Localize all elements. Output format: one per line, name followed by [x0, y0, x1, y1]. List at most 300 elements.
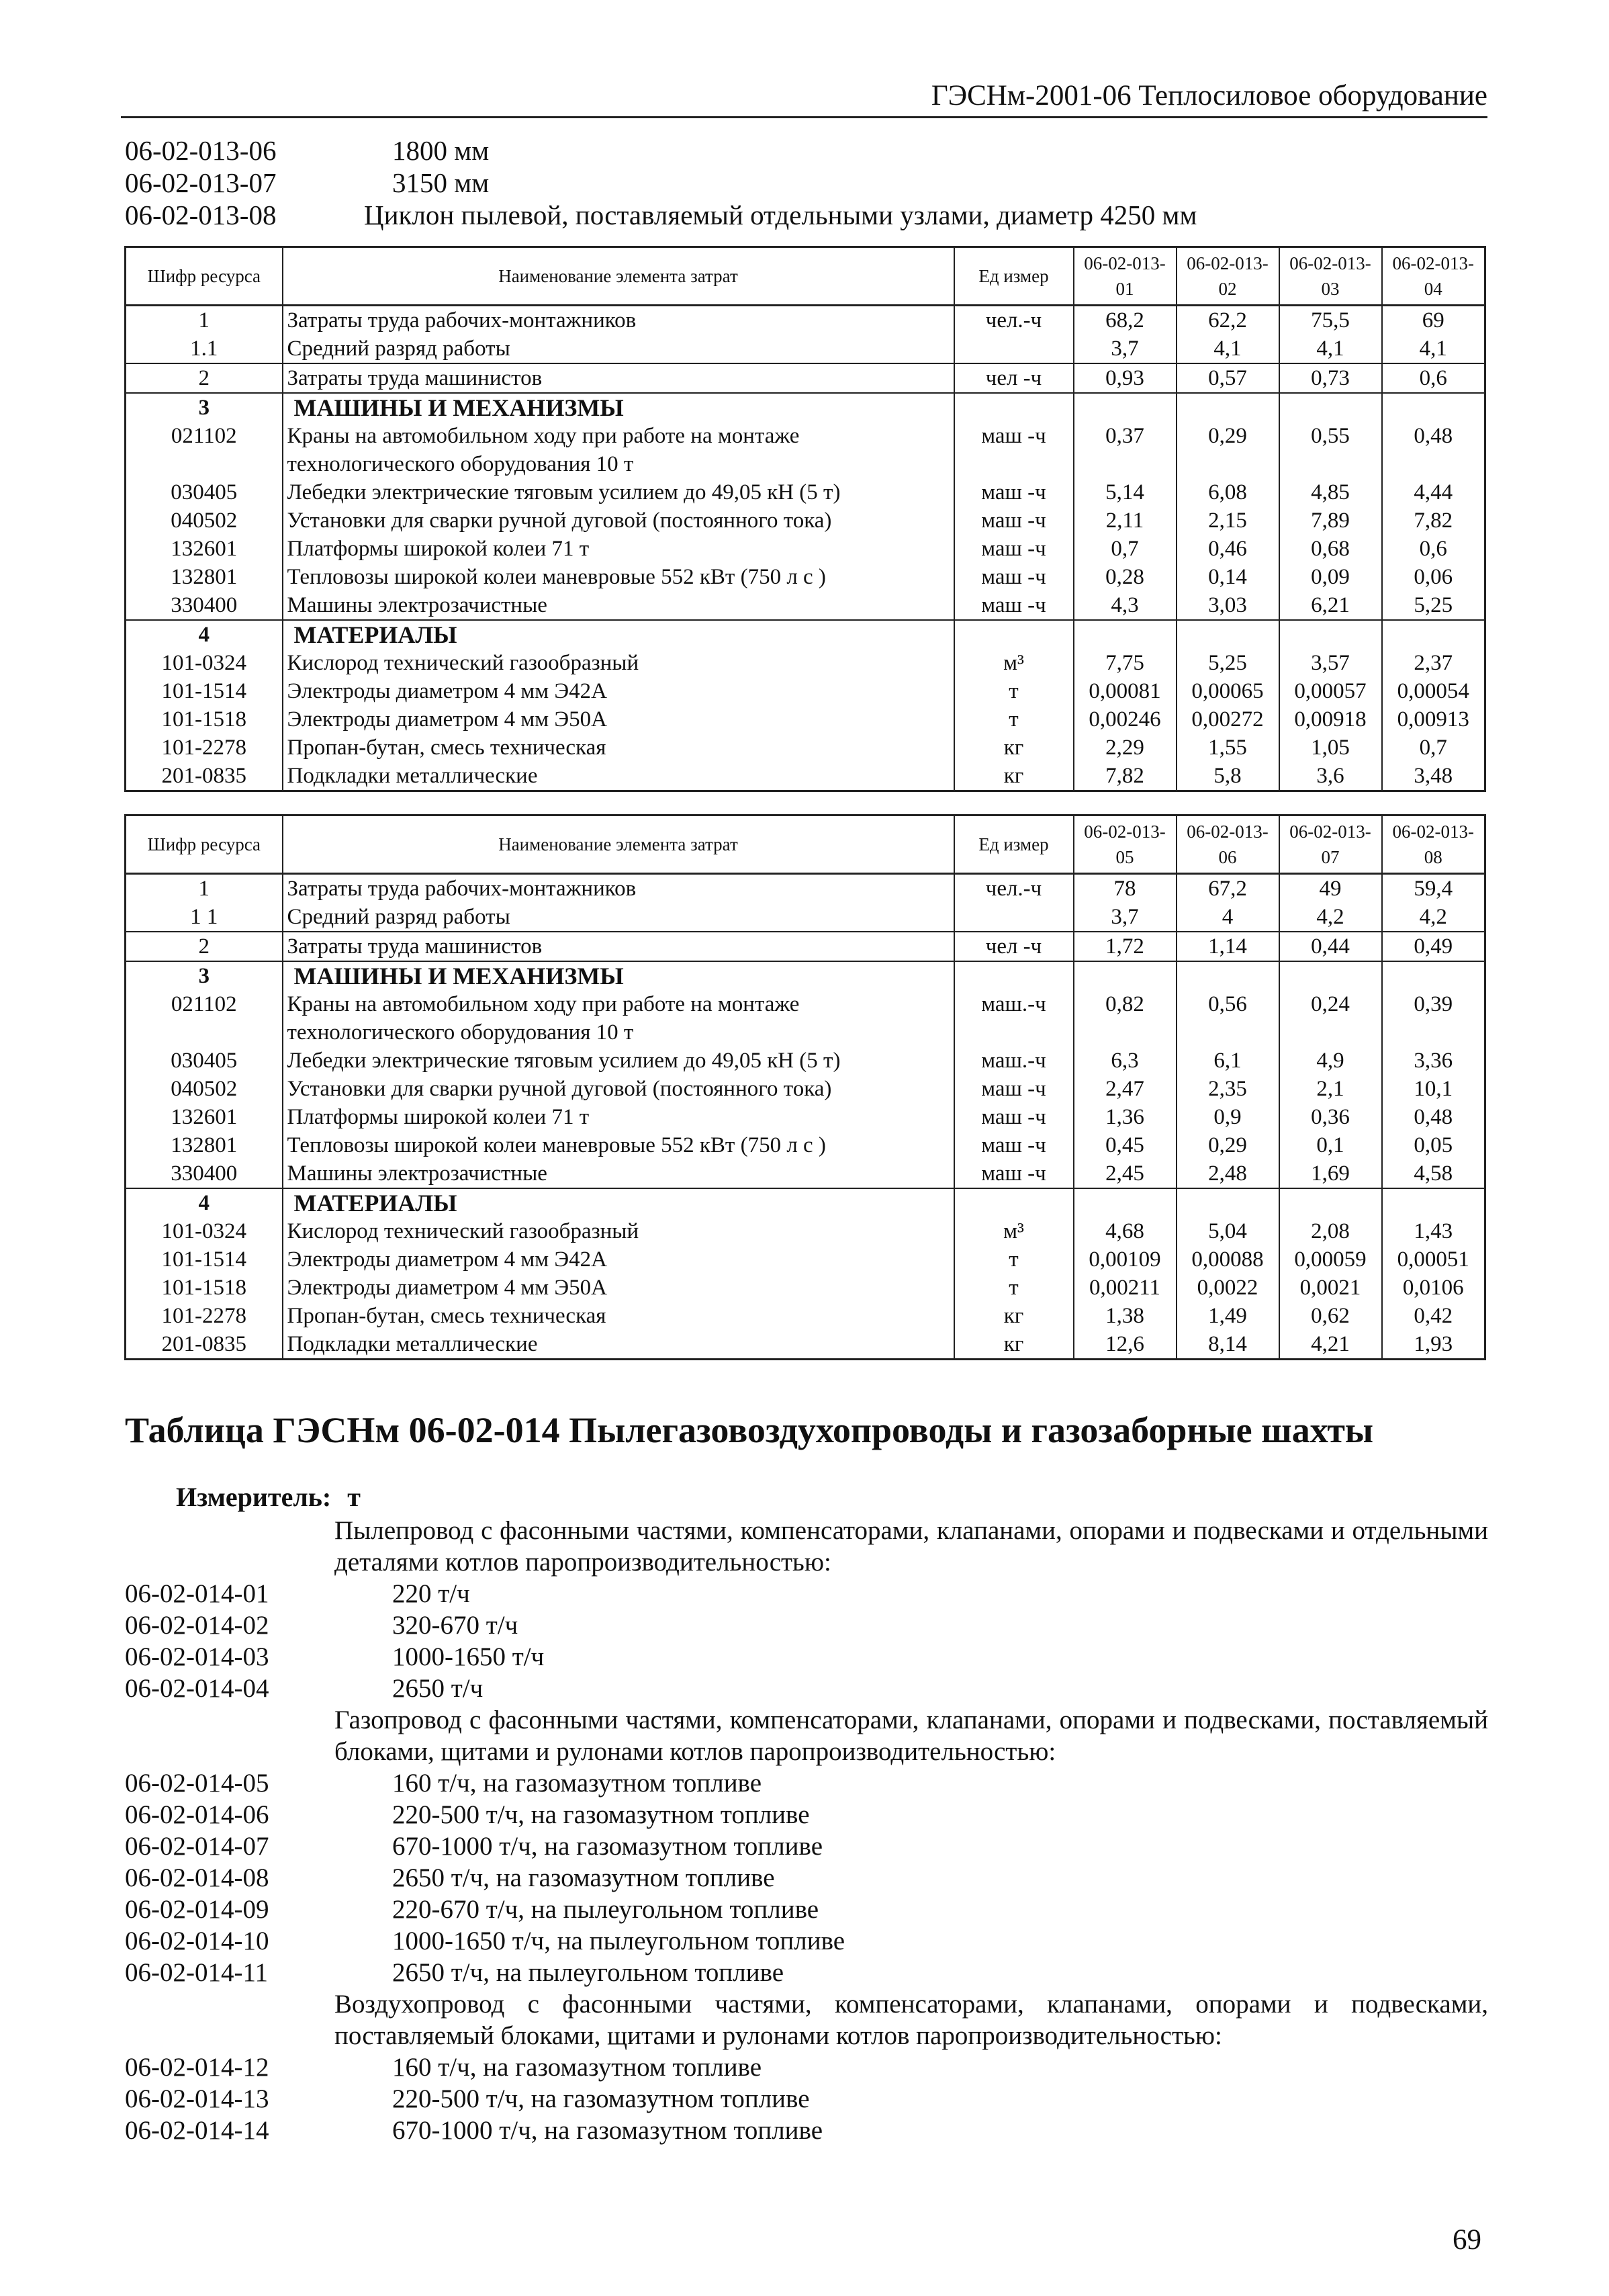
value-cell: 2,15: [1177, 506, 1279, 535]
row-name: Средний разряд работы: [283, 903, 954, 932]
row-code: 101-1518: [126, 1274, 283, 1302]
item-code: 06-02-014-03: [125, 1642, 269, 1671]
empty-cell: [1074, 961, 1177, 990]
row-unit: чел -ч: [954, 932, 1074, 961]
value-cell: 8,14: [1177, 1330, 1279, 1360]
row-name: Подкладки металлические: [283, 762, 954, 791]
value-cell: 0,00065: [1177, 677, 1279, 705]
empty-cell: [954, 1188, 1074, 1217]
list-item: [125, 1830, 1488, 1862]
value-cell: 5,14: [1074, 478, 1177, 506]
table-row: [126, 1330, 1485, 1360]
col-header-unit: Ед измер: [954, 815, 1074, 874]
value-cell: 0,36: [1279, 1103, 1382, 1131]
list-item: [125, 2051, 1488, 2083]
item-text: Циклон пылевой, поставляемый отдельными узлами, диаметр 4250 мм: [364, 200, 1197, 230]
item-code: 06-02-014-12: [125, 2053, 269, 2082]
row-code: 021102: [126, 422, 283, 478]
value-cell: 2,11: [1074, 506, 1177, 535]
empty-cell: [1279, 1188, 1382, 1217]
value-cell: 5,25: [1177, 649, 1279, 677]
col-header-rate: 06-02-013-04: [1382, 247, 1485, 306]
value-cell: 0,00246: [1074, 705, 1177, 734]
value-cell: 0,09: [1279, 563, 1382, 591]
empty-cell: [1279, 620, 1382, 649]
meter-label: Измеритель:: [176, 1482, 332, 1512]
row-code: 040502: [126, 1075, 283, 1103]
value-cell: 0,42: [1382, 1302, 1485, 1330]
value-cell: 5,8: [1177, 762, 1279, 791]
row-unit: [954, 335, 1074, 363]
value-cell: 68,2: [1074, 306, 1177, 335]
row-unit: т: [954, 677, 1074, 705]
row-unit: кг: [954, 1302, 1074, 1330]
empty-cell: [1382, 393, 1485, 422]
row-name: Электроды диаметром 4 мм Э42А: [283, 1245, 954, 1274]
value-cell: 2,29: [1074, 734, 1177, 762]
value-cell: 0,0022: [1177, 1274, 1279, 1302]
table-header-row: [126, 815, 1485, 874]
row-code: 030405: [126, 478, 283, 506]
row-code: 101-0324: [126, 649, 283, 677]
row-code: 201-0835: [126, 762, 283, 791]
table-row: [126, 335, 1485, 363]
item-code: 06-02-013-06: [125, 135, 277, 166]
row-unit: маш -ч: [954, 535, 1074, 563]
table-row: [126, 874, 1485, 903]
value-cell: 2,1: [1279, 1075, 1382, 1103]
row-name: Установки для сварки ручной дуговой (постоянного тока): [283, 1075, 954, 1103]
value-cell: 0,48: [1382, 1103, 1485, 1131]
row-unit: т: [954, 1245, 1074, 1274]
row-code: 101-2278: [126, 1302, 283, 1330]
row-unit: маш -ч: [954, 1131, 1074, 1159]
value-cell: 0,00109: [1074, 1245, 1177, 1274]
list-item: [125, 1925, 1488, 1957]
row-name: Затраты труда рабочих-монтажников: [283, 874, 954, 903]
row-name: Затраты труда машинистов: [283, 363, 954, 393]
value-cell: 0,46: [1177, 535, 1279, 563]
col-header-code: Шифр ресурса: [126, 247, 283, 306]
row-code: 330400: [126, 591, 283, 620]
row-unit: маш.-ч: [954, 1047, 1074, 1075]
cost-table-2: [124, 814, 1486, 1360]
item-code: 06-02-014-08: [125, 1863, 269, 1892]
item-text: 1800 мм: [392, 135, 490, 166]
section-row: [126, 620, 1485, 649]
value-cell: 7,82: [1074, 762, 1177, 791]
value-cell: 7,75: [1074, 649, 1177, 677]
value-cell: 1,14: [1177, 932, 1279, 961]
value-cell: 6,21: [1279, 591, 1382, 620]
item-text: 160 т/ч, на газомазутном топливе: [392, 2053, 762, 2082]
row-code: 040502: [126, 506, 283, 535]
row-unit: маш -ч: [954, 1159, 1074, 1188]
page-header: [121, 79, 1487, 118]
value-cell: 0,00211: [1074, 1274, 1177, 1302]
col-header-rate: 06-02-013-07: [1279, 815, 1382, 874]
table-row: [126, 1131, 1485, 1159]
list-item: [125, 1799, 1488, 1830]
table-row: [126, 535, 1485, 563]
value-cell: 1,38: [1074, 1302, 1177, 1330]
row-code: 201-0835: [126, 1330, 283, 1360]
col-header-rate: 06-02-013-03: [1279, 247, 1382, 306]
section-heading: МАТЕРИАЛЫ: [283, 1188, 954, 1217]
item-list: [125, 1515, 1488, 2146]
list-item: [125, 2115, 1488, 2146]
value-cell: 4,21: [1279, 1330, 1382, 1360]
row-unit: маш -ч: [954, 506, 1074, 535]
value-cell: 0,6: [1382, 363, 1485, 393]
value-cell: 0,73: [1279, 363, 1382, 393]
value-cell: 2,47: [1074, 1075, 1177, 1103]
value-cell: 1,72: [1074, 932, 1177, 961]
value-cell: 6,3: [1074, 1047, 1177, 1075]
list-item: [125, 1894, 1488, 1925]
value-cell: 4,44: [1382, 478, 1485, 506]
value-cell: 3,36: [1382, 1047, 1485, 1075]
header-title: ГЭСНм-2001-06 Теплосиловое оборудование: [931, 80, 1487, 112]
row-name: Лебедки электрические тяговым усилием до 49,05 кН (5 т): [283, 1047, 954, 1075]
value-cell: 0,7: [1074, 535, 1177, 563]
value-cell: 0,44: [1279, 932, 1382, 961]
row-name: Подкладки металлические: [283, 1330, 954, 1360]
value-cell: 3,7: [1074, 903, 1177, 932]
value-cell: 0,14: [1177, 563, 1279, 591]
row-code: 132601: [126, 535, 283, 563]
item-code: 06-02-014-01: [125, 1579, 269, 1608]
row-code: 101-1518: [126, 705, 283, 734]
table-row: [126, 1245, 1485, 1274]
row-code: 1 1: [126, 903, 283, 932]
row-code: 1: [126, 874, 283, 903]
value-cell: 0,00088: [1177, 1245, 1279, 1274]
value-cell: 2,45: [1074, 1159, 1177, 1188]
value-cell: 0,7: [1382, 734, 1485, 762]
value-cell: 0,0106: [1382, 1274, 1485, 1302]
intro-item: [125, 167, 1197, 199]
empty-cell: [954, 961, 1074, 990]
value-cell: 2,08: [1279, 1217, 1382, 1245]
row-name: Лебедки электрические тяговым усилием до 49,05 кН (5 т): [283, 478, 954, 506]
value-cell: 3,57: [1279, 649, 1382, 677]
row-code: 021102: [126, 990, 283, 1047]
row-code: 4: [126, 620, 283, 649]
row-code: 3: [126, 961, 283, 990]
list-item: [125, 1767, 1488, 1799]
row-unit: т: [954, 705, 1074, 734]
row-code: 2: [126, 363, 283, 393]
value-cell: 6,1: [1177, 1047, 1279, 1075]
value-cell: 0,05: [1382, 1131, 1485, 1159]
item-code: 06-02-014-02: [125, 1611, 269, 1640]
value-cell: 0,00913: [1382, 705, 1485, 734]
col-header-rate: 06-02-013-08: [1382, 815, 1485, 874]
intro-item: [125, 199, 1197, 231]
value-cell: 4,85: [1279, 478, 1382, 506]
row-name: Кислород технический газообразный: [283, 649, 954, 677]
col-header-code: Шифр ресурса: [126, 815, 283, 874]
item-code: 06-02-014-13: [125, 2084, 269, 2113]
value-cell: 5,25: [1382, 591, 1485, 620]
value-cell: 67,2: [1177, 874, 1279, 903]
empty-cell: [954, 393, 1074, 422]
value-cell: 0,49: [1382, 932, 1485, 961]
empty-cell: [1177, 620, 1279, 649]
row-unit: маш -ч: [954, 563, 1074, 591]
row-name: Машины электрозачистные: [283, 591, 954, 620]
value-cell: 0,1: [1279, 1131, 1382, 1159]
item-text: 670-1000 т/ч, на газомазутном топливе: [392, 2116, 823, 2145]
value-cell: 4: [1177, 903, 1279, 932]
list-item: [125, 1957, 1488, 1988]
row-unit: кг: [954, 734, 1074, 762]
row-unit: кг: [954, 1330, 1074, 1360]
page-number: 69: [1453, 2224, 1481, 2256]
intro-list: [125, 134, 1197, 231]
value-cell: 6,08: [1177, 478, 1279, 506]
row-name: Пропан-бутан, смесь техническая: [283, 1302, 954, 1330]
row-name: Установки для сварки ручной дуговой (постоянного тока): [283, 506, 954, 535]
table-row: [126, 506, 1485, 535]
value-cell: 1,93: [1382, 1330, 1485, 1360]
row-unit: маш -ч: [954, 478, 1074, 506]
list-item: [125, 1641, 1488, 1673]
item-code: 06-02-014-05: [125, 1769, 269, 1798]
value-cell: 3,48: [1382, 762, 1485, 791]
table-row: [126, 306, 1485, 335]
value-cell: 5,04: [1177, 1217, 1279, 1245]
value-cell: 0,24: [1279, 990, 1382, 1047]
value-cell: 0,00051: [1382, 1245, 1485, 1274]
empty-cell: [1074, 393, 1177, 422]
value-cell: 49: [1279, 874, 1382, 903]
row-unit: м³: [954, 1217, 1074, 1245]
item-code: 06-02-014-14: [125, 2116, 269, 2145]
group-description: Воздухопровод с фасонными частями, компенсаторами, клапанами, опорами и подвесками, поставляемый блоками, щитами и рулонами котлов паропроизводительностью:: [334, 1990, 1488, 2050]
item-text: 2650 т/ч, на газомазутном топливе: [392, 1863, 775, 1892]
value-cell: 1,69: [1279, 1159, 1382, 1188]
row-code: 1.1: [126, 335, 283, 363]
empty-cell: [1177, 1188, 1279, 1217]
value-cell: 0,48: [1382, 422, 1485, 478]
table-row: [126, 903, 1485, 932]
table-header-row: [126, 247, 1485, 306]
empty-cell: [1382, 620, 1485, 649]
row-code: 330400: [126, 1159, 283, 1188]
value-cell: 2,37: [1382, 649, 1485, 677]
value-cell: 4,2: [1382, 903, 1485, 932]
value-cell: 0,82: [1074, 990, 1177, 1047]
row-name: Платформы широкой колеи 71 т: [283, 535, 954, 563]
value-cell: 0,00272: [1177, 705, 1279, 734]
item-code: 06-02-014-10: [125, 1927, 269, 1955]
row-name: Пропан-бутан, смесь техническая: [283, 734, 954, 762]
row-code: 132801: [126, 563, 283, 591]
value-cell: 0,37: [1074, 422, 1177, 478]
row-name: Затраты труда машинистов: [283, 932, 954, 961]
value-cell: 0,00918: [1279, 705, 1382, 734]
value-cell: 0,93: [1074, 363, 1177, 393]
value-cell: 0,00057: [1279, 677, 1382, 705]
empty-cell: [1074, 620, 1177, 649]
list-item: [125, 2083, 1488, 2115]
row-unit: маш -ч: [954, 1103, 1074, 1131]
value-cell: 10,1: [1382, 1075, 1485, 1103]
row-name: Средний разряд работы: [283, 335, 954, 363]
row-code: 132801: [126, 1131, 283, 1159]
value-cell: 4,1: [1279, 335, 1382, 363]
value-cell: 3,03: [1177, 591, 1279, 620]
item-text: 220-500 т/ч, на газомазутном топливе: [392, 1800, 810, 1829]
row-code: 1: [126, 306, 283, 335]
value-cell: 0,28: [1074, 563, 1177, 591]
row-unit: чел.-ч: [954, 874, 1074, 903]
col-header-name: Наименование элемента затрат: [283, 815, 954, 874]
item-code: 06-02-014-06: [125, 1800, 269, 1829]
item-code: 06-02-014-09: [125, 1895, 269, 1924]
value-cell: 7,82: [1382, 506, 1485, 535]
row-name: Краны на автомобильном ходу при работе на монтаже технологического оборудования 10 т: [283, 422, 954, 478]
section-heading: МАШИНЫ И МЕХАНИЗМЫ: [283, 393, 954, 422]
item-text: 160 т/ч, на газомазутном топливе: [392, 1769, 762, 1798]
intro-item: [125, 134, 1197, 167]
row-unit: чел -ч: [954, 363, 1074, 393]
row-code: 101-0324: [126, 1217, 283, 1245]
value-cell: 2,35: [1177, 1075, 1279, 1103]
table-row: [126, 1302, 1485, 1330]
table-row: [126, 932, 1485, 961]
empty-cell: [1382, 1188, 1485, 1217]
value-cell: 0,55: [1279, 422, 1382, 478]
table-row: [126, 990, 1485, 1047]
cost-table-1: [124, 246, 1486, 792]
row-code: 4: [126, 1188, 283, 1217]
table-row: [126, 705, 1485, 734]
value-cell: 2,48: [1177, 1159, 1279, 1188]
row-name: Машины электрозачистные: [283, 1159, 954, 1188]
value-cell: 0,00054: [1382, 677, 1485, 705]
row-code: 101-2278: [126, 734, 283, 762]
section-row: [126, 961, 1485, 990]
row-unit: маш -ч: [954, 422, 1074, 478]
item-text: 3150 мм: [392, 167, 490, 198]
meter-value: т: [347, 1482, 361, 1512]
item-text: 220 т/ч: [392, 1579, 470, 1608]
row-name: Платформы широкой колеи 71 т: [283, 1103, 954, 1131]
item-text: 220-670 т/ч, на пылеугольном топливе: [392, 1895, 819, 1924]
value-cell: 0,00081: [1074, 677, 1177, 705]
value-cell: 62,2: [1177, 306, 1279, 335]
empty-cell: [954, 620, 1074, 649]
item-text: 220-500 т/ч, на газомазутном топливе: [392, 2084, 810, 2113]
col-header-unit: Ед измер: [954, 247, 1074, 306]
row-code: 132601: [126, 1103, 283, 1131]
value-cell: 0,56: [1177, 990, 1279, 1047]
value-cell: 0,57: [1177, 363, 1279, 393]
item-text: 670-1000 т/ч, на газомазутном топливе: [392, 1832, 823, 1861]
col-header-name: Наименование элемента затрат: [283, 247, 954, 306]
table-row: [126, 649, 1485, 677]
table-row: [126, 677, 1485, 705]
table-row: [126, 1217, 1485, 1245]
value-cell: 7,89: [1279, 506, 1382, 535]
item-text: 320-670 т/ч: [392, 1611, 518, 1640]
value-cell: 1,36: [1074, 1103, 1177, 1131]
row-name: Тепловозы широкой колеи маневровые 552 кВт (750 л с ): [283, 563, 954, 591]
item-code: 06-02-014-04: [125, 1674, 269, 1703]
table-row: [126, 563, 1485, 591]
table-row: [126, 762, 1485, 791]
section-title: Таблица ГЭСНм 06-02-014 Пылегазовоздухопроводы и газозаборные шахты: [125, 1410, 1374, 1450]
section-row: [126, 393, 1485, 422]
row-name: Электроды диаметром 4 мм Э50А: [283, 1274, 954, 1302]
col-header-rate: 06-02-013-01: [1074, 247, 1177, 306]
row-code: 2: [126, 932, 283, 961]
value-cell: 4,68: [1074, 1217, 1177, 1245]
empty-cell: [1279, 961, 1382, 990]
section-heading: МАТЕРИАЛЫ: [283, 620, 954, 649]
value-cell: 69: [1382, 306, 1485, 335]
value-cell: 4,1: [1177, 335, 1279, 363]
value-cell: 0,29: [1177, 1131, 1279, 1159]
table-row: [126, 1075, 1485, 1103]
value-cell: 59,4: [1382, 874, 1485, 903]
value-cell: 0,39: [1382, 990, 1485, 1047]
row-unit: маш -ч: [954, 591, 1074, 620]
value-cell: 78: [1074, 874, 1177, 903]
row-name: Электроды диаметром 4 мм Э42А: [283, 677, 954, 705]
item-text: 2650 т/ч: [392, 1674, 484, 1703]
meter-line: [176, 1481, 361, 1513]
section-row: [126, 1188, 1485, 1217]
value-cell: 1,55: [1177, 734, 1279, 762]
table-row: [126, 734, 1485, 762]
list-item: [125, 1609, 1488, 1641]
item-code: 06-02-013-07: [125, 167, 277, 198]
item-code: 06-02-013-08: [125, 200, 277, 230]
empty-cell: [1177, 961, 1279, 990]
value-cell: 1,49: [1177, 1302, 1279, 1330]
row-unit: маш -ч: [954, 1075, 1074, 1103]
table-row: [126, 1274, 1485, 1302]
table-row: [126, 1159, 1485, 1188]
value-cell: 1,43: [1382, 1217, 1485, 1245]
list-item: [125, 1578, 1488, 1609]
col-header-rate: 06-02-013-02: [1177, 247, 1279, 306]
value-cell: 0,62: [1279, 1302, 1382, 1330]
row-unit: маш.-ч: [954, 990, 1074, 1047]
empty-cell: [1279, 393, 1382, 422]
table-row: [126, 591, 1485, 620]
row-name: Кислород технический газообразный: [283, 1217, 954, 1245]
item-text: 2650 т/ч, на пылеугольном топливе: [392, 1958, 784, 1987]
group-description: Пылепровод с фасонными частями, компенсаторами, клапанами, опорами и подвесками и отдельными деталями котлов паропроизводительностью:: [334, 1516, 1488, 1577]
table-row: [126, 1103, 1485, 1131]
value-cell: 4,2: [1279, 903, 1382, 932]
value-cell: 0,6: [1382, 535, 1485, 563]
row-unit: кг: [954, 762, 1074, 791]
list-item: [125, 1673, 1488, 1704]
value-cell: 4,58: [1382, 1159, 1485, 1188]
value-cell: 3,6: [1279, 762, 1382, 791]
item-code: 06-02-014-07: [125, 1832, 269, 1861]
value-cell: 0,06: [1382, 563, 1485, 591]
value-cell: 0,00059: [1279, 1245, 1382, 1274]
list-item: [125, 1862, 1488, 1894]
empty-cell: [1177, 393, 1279, 422]
